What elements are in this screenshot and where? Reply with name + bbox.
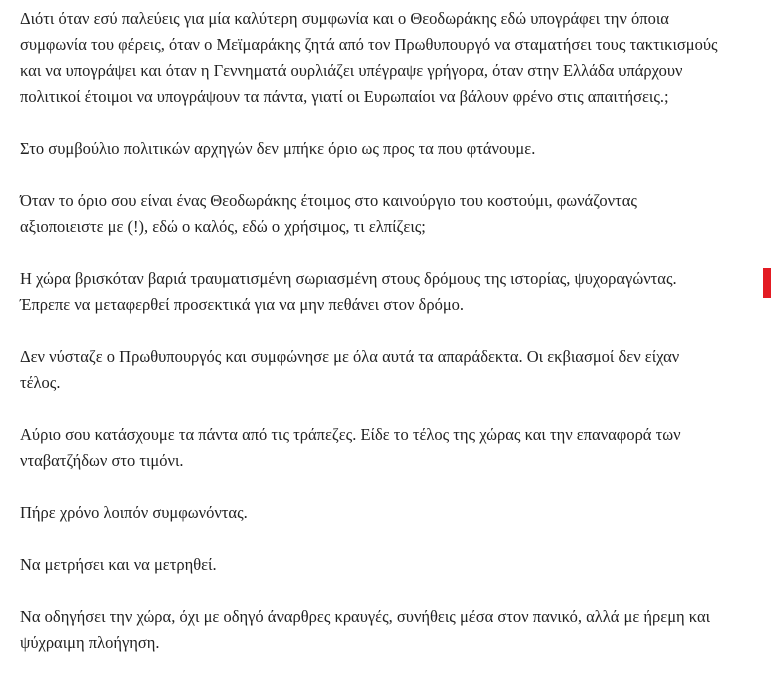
article-paragraph-1: Διότι όταν εσύ παλεύεις για μία καλύτερη συμφωνία και ο Θεοδωράκης εδώ υπογράφει την όποια συμφωνία του φέρεις, όταν ο Μεϊμαράκης ζητά από τον Πρωθυπουργό να σταματήσει τους τακτικισμούς και να υπογράψει και όταν η Γεννηματά ουρλιάζει υπέγραψε γρήγορα, όταν στην Ελλάδα υπάρχουν πολιτικοί έτοιμοι να υπογράψουν τα πάντα, γιατί οι Ευρωπαίοι να βάλουν φρένο στις απαιτήσεις.; <box>20 9 718 106</box>
article-paragraph-8: Να μετρήσει και να μετρηθεί. <box>20 555 217 574</box>
article-paragraph-6: Αύριο σου κατάσχουμε τα πάντα από τις τράπεζες. Είδε το τέλος της χώρας και την επαναφορά των νταβατζήδων στο τιμόνι. <box>20 425 681 470</box>
article-paragraph-9: Να οδηγήσει την χώρα, όχι με οδηγό άναρθρες κραυγές, συνήθεις μέσα στον πανικό, αλλά με ήρεμη και ψύχραιμη πλοήγηση. <box>20 607 711 652</box>
article-paragraph-2: Στο συμβούλιο πολιτικών αρχηγών δεν μπήκε όριο ως προς τα που φτάνουμε. <box>20 139 536 158</box>
article-body <box>20 6 720 682</box>
side-accent-tab[interactable] <box>763 268 771 298</box>
article-paragraph-5: Δεν νύσταζε ο Πρωθυπουργός και συμφώνησε με όλα αυτά τα απαράδεκτα. Οι εκβιασμοί δεν είχαν τέλος. <box>20 347 680 392</box>
article-paragraph-7: Πήρε χρόνο λοιπόν συμφωνόντας. <box>20 503 248 522</box>
article-paragraph-3: Όταν το όριο σου είναι ένας Θεοδωράκης έτοιμος στο καινούργιο του κοστούμι, φωνάζοντας αξιοποιειστε με (!), εδώ ο καλός, εδώ ο χρήσιμος, τι ελπίζεις; <box>20 191 637 236</box>
article-paragraph-4: Η χώρα βρισκόταν βαριά τραυματισμένη σωριασμένη στους δρόμους της ιστορίας, ψυχοραγώντας. Έπρεπε να μεταφερθεί προσεκτικά για να μην πεθάνει στον δρόμο. <box>20 269 677 314</box>
